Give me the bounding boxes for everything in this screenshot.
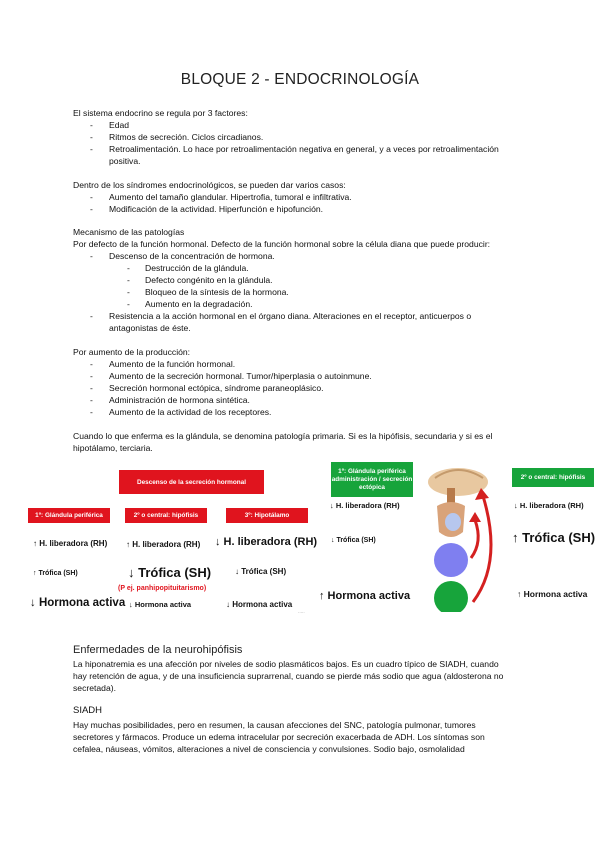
section3-intro: Por defecto de la función hormonal. Defecto de la función hormonal sobre la célula diana que puede producir: [73, 239, 491, 249]
tertiary-hypothalamus-box: 3º: Hipotálamo [226, 508, 308, 523]
box2-rh: ↓ H. liberadora (RH) [514, 501, 584, 510]
sub-list-item: - Bloqueo de la síntesis de la hormona. [127, 287, 289, 297]
list-item: - Secreción hormonal ectópica, síndrome paraneoplásico. [90, 383, 324, 393]
section2-list [90, 191, 352, 215]
siadh-heading: SIADH [73, 705, 103, 716]
text-line: Hay muchas posibilidades, pero en resumen, la causan afecciones del SNC, patología pulmonar, tumores [73, 720, 476, 730]
small-mark: ····· [298, 610, 305, 615]
col3-sh: ↓ Trófica (SH) [235, 567, 287, 576]
pituitary-lobe [445, 513, 461, 531]
section1-intro: El sistema endocrino se regula por 3 factores: [73, 108, 248, 118]
list-item: - Aumento de la actividad de los receptores. [90, 407, 272, 417]
box2-sh: ↑ Trófica (SH) [512, 530, 596, 545]
list-item-continuation: positiva. [109, 156, 141, 166]
section3-list [90, 250, 471, 334]
col2-rh: ↑ H. liberadora (RH) [126, 540, 201, 549]
list-item: - Resistencia a la acción hormonal en el órgano diana. Alteraciones en el receptor, anticuerpos o [90, 311, 472, 321]
page-title: BLOQUE 2 - ENDOCRINOLOGÍA [180, 71, 420, 88]
box2-hormona: ↑ Hormona activa [517, 589, 588, 599]
box1-hormona: ↑ Hormona activa [319, 590, 411, 602]
col3-rh: ↓ H. liberadora (RH) [215, 536, 318, 548]
section4-list [90, 358, 372, 418]
blue-circle [434, 543, 468, 577]
list-item: - Aumento de la secreción hormonal. Tumor/hiperplasia o autoinmune. [90, 371, 372, 381]
secondary-pituitary-box: 2º o central: hipófisis [125, 508, 207, 523]
text-line: La hiponatremia es una afección por niveles de sodio plasmáticos bajos. Es un cuadro típico de SIADH, cuando [73, 659, 499, 669]
col1-sh: ↑ Trófica (SH) [33, 570, 78, 577]
col2-hormona: ↓ Hormona activa [129, 600, 192, 609]
sub-list-item: - Aumento en la degradación. [127, 299, 253, 309]
list-item-continuation: antagonistas de éste. [109, 323, 191, 333]
col2-sh: ↓ Trófica (SH) [128, 565, 212, 580]
col1-hormona: ↓ Hormona activa [30, 597, 126, 609]
sub-list-item: - Defecto congénito en la glándula. [127, 275, 273, 285]
section3-heading: Mecanismo de las patologías [73, 227, 185, 237]
primary-gland-ectopic-box: 1º: Glándula periférica administración / secreción ectópica [331, 462, 413, 497]
list-item: - Administración de hormona sintética. [90, 395, 250, 405]
green-circle [434, 581, 468, 612]
list-item: - Aumento de la función hormonal. [90, 359, 236, 369]
list-item: - Edad [90, 120, 130, 130]
box1-sh: ↓ Trófica (SH) [331, 537, 376, 544]
neurohypophysis-text [73, 658, 503, 694]
text-line: hay retención de agua, y de una insuficiencia suprarrenal, cuando se pierde más sodio que agua (aldosterona no [73, 671, 504, 681]
neurohypophysis-heading: Enfermedades de la neurohipófisis [73, 644, 243, 656]
section2-intro: Dentro de los síndromes endocrinológicos, se pueden dar varios casos: [73, 180, 346, 190]
hormone-diagram [28, 460, 598, 620]
text-line: secretores y fármacos. Produce un edema intracelular por secreción exacerbada de ADH. Los síntomas son [73, 732, 485, 742]
section5-line1: Cuando lo que enferma es la glándula, se denomina patología primaria. Si es la hipófisis, secundaria y si es el [73, 431, 493, 441]
sub-list-item: - Destrucción de la glándula. [127, 263, 249, 273]
list-item: - Descenso de la concentración de hormona. [90, 251, 275, 261]
list-item: - Modificación de la actividad. Hiperfunción e hipofunción. [90, 204, 324, 214]
feedback-arrow-short-head [469, 512, 481, 522]
primary-gland-box: 1º: Glándula periférica [28, 508, 110, 523]
secondary-pituitary-green-box: 2º o central: hipófisis [512, 468, 594, 487]
list-item: - Aumento del tamaño glandular. Hipertrofia, tumoral e infiltrativa. [90, 192, 352, 202]
col3-hormona: ↓ Hormona activa [226, 600, 293, 609]
section4-intro: Por aumento de la producción: [73, 347, 191, 357]
feedback-arrow-short [471, 520, 478, 558]
box1-rh: ↓ H. liberadora (RH) [330, 501, 400, 510]
hypothalamus-shape [428, 468, 488, 496]
col1-rh: ↑ H. liberadora (RH) [33, 539, 108, 548]
text-line: secretada). [73, 683, 116, 693]
section5-line2: hipotálamo, terciaria. [73, 443, 153, 453]
pituitary-illustration [423, 462, 503, 612]
panhipopituitarismo-note: (P ej. panhipopituitarismo) [118, 585, 207, 592]
descenso-header: Descenso de la secreción hormonal [119, 470, 264, 494]
text-line: cefalea, náuseas, vómitos, alteraciones a nivel de consciencia y convulsiones. Sodio bajo, osmolalidad [73, 744, 465, 754]
section1-list [90, 119, 499, 167]
siadh-text [73, 719, 485, 755]
list-item: - Ritmos de secreción. Ciclos circadianos. [90, 132, 264, 142]
list-item: - Retroalimentación. Lo hace por retroalimentación negativa en general, y a veces por retroalimentación [90, 144, 499, 154]
